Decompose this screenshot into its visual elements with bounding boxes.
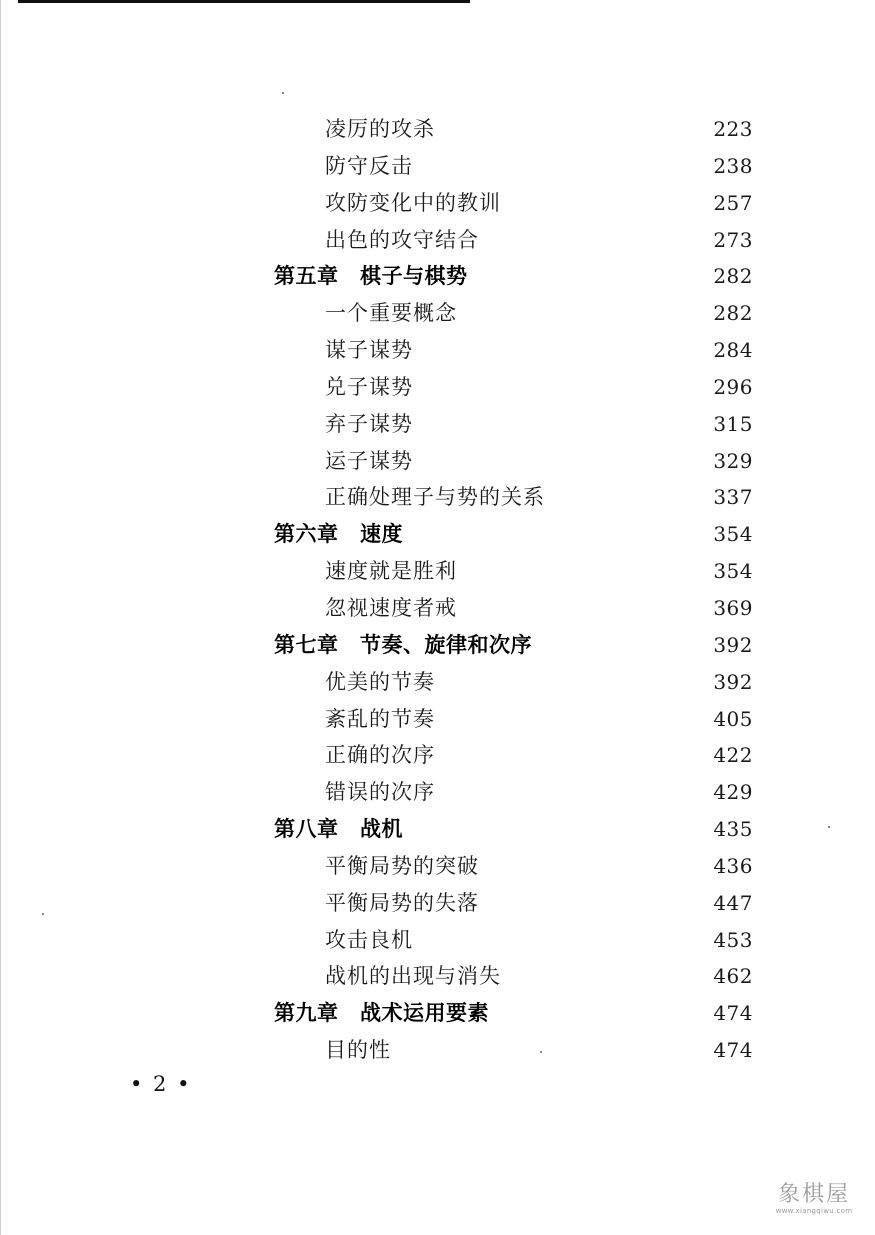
toc-page-number: 453	[713, 927, 753, 952]
section-title: 平衡局势的失落	[325, 890, 479, 915]
toc-page-number: 405	[713, 706, 753, 731]
toc-page-number: 422	[713, 743, 753, 768]
section-title: 速度就是胜利	[325, 559, 457, 584]
chapter-title: 第七章 节奏、旋律和次序	[274, 632, 532, 657]
toc-section-entry	[0, 553, 875, 590]
toc-section-entry	[0, 479, 875, 516]
toc-section-entry	[0, 111, 875, 148]
toc-page-number: 223	[713, 117, 753, 141]
toc-section-entry	[0, 1032, 875, 1069]
toc-page-number: 329	[713, 448, 753, 473]
toc-section-entry	[0, 369, 875, 406]
toc-chapter-entry	[0, 995, 875, 1032]
toc-section-entry	[0, 590, 875, 627]
toc-page-number: 369	[713, 595, 753, 620]
section-title: 平衡局势的突破	[325, 853, 479, 878]
toc-chapter-entry	[0, 811, 875, 848]
toc-page-number: 392	[713, 632, 753, 657]
toc-chapter-entry	[0, 627, 875, 664]
section-title: 兑子谋势	[325, 374, 413, 399]
section-title: 弃子谋势	[325, 411, 413, 436]
toc-section-entry	[0, 185, 875, 222]
section-title: 正确的次序	[325, 743, 435, 768]
section-title: 攻击良机	[325, 927, 413, 952]
section-title: 紊乱的节奏	[325, 706, 435, 731]
section-title: 错误的次序	[325, 780, 435, 805]
toc-section-entry	[0, 148, 875, 185]
chapter-title: 第五章 棋子与棋势	[274, 264, 468, 289]
toc-page-number: 436	[713, 853, 753, 878]
toc-page-number: 257	[713, 190, 753, 215]
toc-page-number: 354	[713, 522, 753, 547]
toc-section-entry	[0, 848, 875, 885]
section-title: 防守反击	[325, 153, 413, 178]
toc-page-number: 315	[713, 411, 753, 436]
toc-section-entry	[0, 406, 875, 443]
section-title: 出色的攻守结合	[325, 227, 479, 252]
section-title: 运子谋势	[325, 448, 413, 473]
toc-page-number: 282	[713, 301, 753, 326]
toc-page-number: 354	[713, 559, 753, 584]
section-title: 目的性	[325, 1038, 391, 1063]
toc-page-number: 284	[713, 338, 753, 363]
section-title: 凌厉的攻杀	[325, 117, 435, 141]
section-title: 谋子谋势	[325, 338, 413, 363]
toc-section-entry	[0, 332, 875, 369]
toc-section-entry	[0, 958, 875, 995]
toc-chapter-entry	[0, 516, 875, 553]
toc-page-number: 462	[713, 964, 753, 989]
section-title: 战机的出现与消失	[325, 964, 501, 989]
chapter-title: 第八章 战机	[274, 817, 403, 842]
section-title: 一个重要概念	[325, 301, 457, 326]
page-number: • 2 •	[130, 1072, 192, 1096]
watermark	[769, 1184, 859, 1215]
toc-section-entry	[0, 922, 875, 959]
toc-page-number: 282	[713, 264, 753, 289]
watermark-logo: 象棋屋	[777, 1182, 850, 1207]
toc-section-entry	[0, 295, 875, 332]
watermark-url: www.xiangqiwu.com	[775, 1207, 853, 1215]
table-of-contents	[0, 111, 875, 1069]
toc-page-number: 238	[713, 153, 753, 178]
toc-page-number: 474	[713, 1001, 753, 1026]
section-title: 正确处理子与势的关系	[325, 485, 545, 510]
scan-speck	[282, 92, 284, 94]
toc-section-entry	[0, 885, 875, 922]
toc-page-number: 296	[713, 374, 753, 399]
toc-section-entry	[0, 664, 875, 701]
top-rule	[18, 0, 470, 3]
toc-page-number: 392	[713, 669, 753, 694]
toc-section-entry	[0, 701, 875, 738]
toc-page-number: 435	[713, 817, 753, 842]
toc-section-entry	[0, 737, 875, 774]
chapter-title: 第九章 战术运用要素	[274, 1001, 489, 1026]
section-title: 攻防变化中的教训	[325, 190, 501, 215]
toc-page-number: 447	[713, 890, 753, 915]
section-title: 忽视速度者戒	[325, 595, 457, 620]
chapter-title: 第六章 速度	[274, 522, 403, 547]
section-title: 优美的节奏	[325, 669, 435, 694]
toc-section-entry	[0, 443, 875, 480]
toc-section-entry	[0, 774, 875, 811]
toc-page-number: 337	[713, 485, 753, 510]
toc-page-number: 474	[713, 1038, 753, 1063]
toc-page-number: 273	[713, 227, 753, 252]
toc-page-number: 429	[713, 780, 753, 805]
toc-section-entry	[0, 222, 875, 259]
toc-chapter-entry	[0, 258, 875, 295]
